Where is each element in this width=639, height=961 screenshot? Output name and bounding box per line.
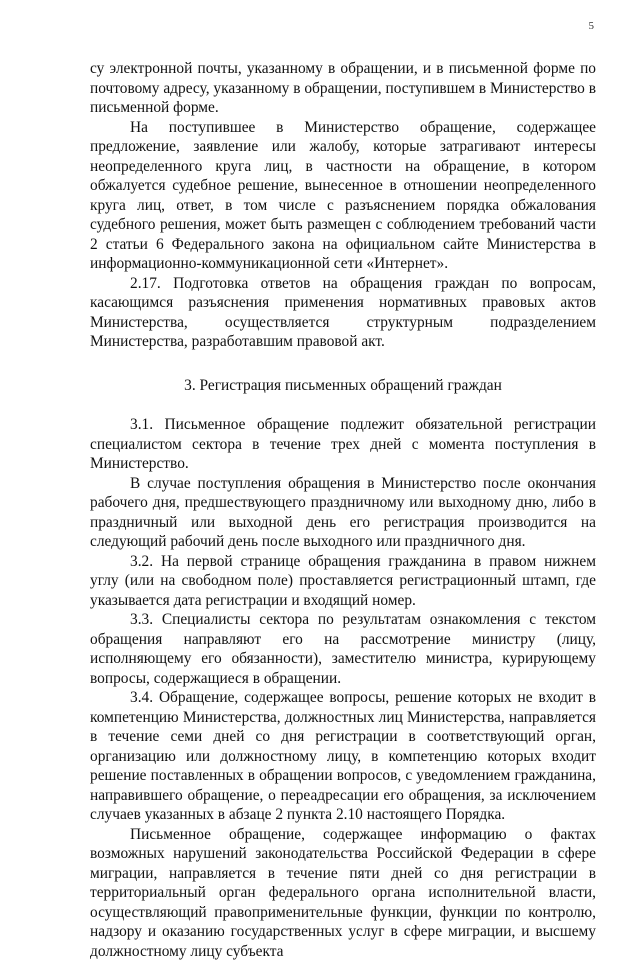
paragraph: 3.3. Специалисты сектора по результатам ознакомления с текстом обращения направляют его на рассмотрение министру (лицу, исполняющему его обязанности), заместителю министра, курирующему вопросы, содержащиеся в обращении.	[90, 610, 596, 688]
paragraph: На поступившее в Министерство обращение, содержащее предложение, заявление или жалобу, которые затрагивают интересы неопределенного круга лиц, в частности на обращение, в котором обжалуется судебное решение, вынесенное в отношении неопределенного круга лиц, ответ, в том числе с разъяснением порядка обжалования судебного решения, может быть размещен с соблюдением требований части 2 статьи 6 Федерального закона на официальном сайте Министерства в информационно-коммуникационной сети «Интернет».	[90, 118, 596, 274]
document-body	[90, 59, 596, 961]
paragraph: 2.17. Подготовка ответов на обращения граждан по вопросам, касающимся разъяснения применения нормативных правовых актов Министерства, осуществляется структурным подразделением Министерства, разработавшим правовой акт.	[90, 274, 596, 352]
paragraph: 3.1. Письменное обращение подлежит обязательной регистрации специалистом сектора в течение трех дней с момента поступления в Министерство.	[90, 415, 596, 474]
section-heading: 3. Регистрация письменных обращений граждан	[90, 376, 596, 396]
page-number: 5	[589, 20, 595, 32]
paragraph: су электронной почты, указанному в обращении, и в письменной форме по почтовому адресу, указанному в обращении, поступившем в Министерство в письменной форме.	[90, 59, 596, 118]
paragraph: В случае поступления обращения в Министерство после окончания рабочего дня, предшествующего праздничному или выходному дню, либо в праздничный или выходной день его регистрация производится на следующий рабочий день после выходного или праздничного дня.	[90, 474, 596, 552]
paragraph: 3.2. На первой странице обращения гражданина в правом нижнем углу (или на свободном поле) проставляется регистрационный штамп, где указывается дата регистрации и входящий номер.	[90, 552, 596, 611]
paragraph: Письменное обращение, содержащее информацию о фактах возможных нарушений законодательства Российской Федерации в сфере миграции, направляется в течение пяти дней со дня регистрации в территориальный орган федерального органа исполнительной власти, осуществляющий правоприменительные функции, функции по контролю, надзору и оказанию государственных услуг в сфере миграции, и высшему должностному лицу субъекта	[90, 825, 596, 961]
paragraph: 3.4. Обращение, содержащее вопросы, решение которых не входит в компетенцию Министерства, должностных лиц Министерства, направляется в течение семи дней со дня регистрации в соответствующий орган, организацию или должностному лицу, в компетенцию которых входит решение поставленных в обращении вопросов, с уведомлением гражданина, направившего обращение, о переадресации его обращения, за исключением случаев указанных в абзаце 2 пункта 2.10 настоящего Порядка.	[90, 688, 596, 825]
